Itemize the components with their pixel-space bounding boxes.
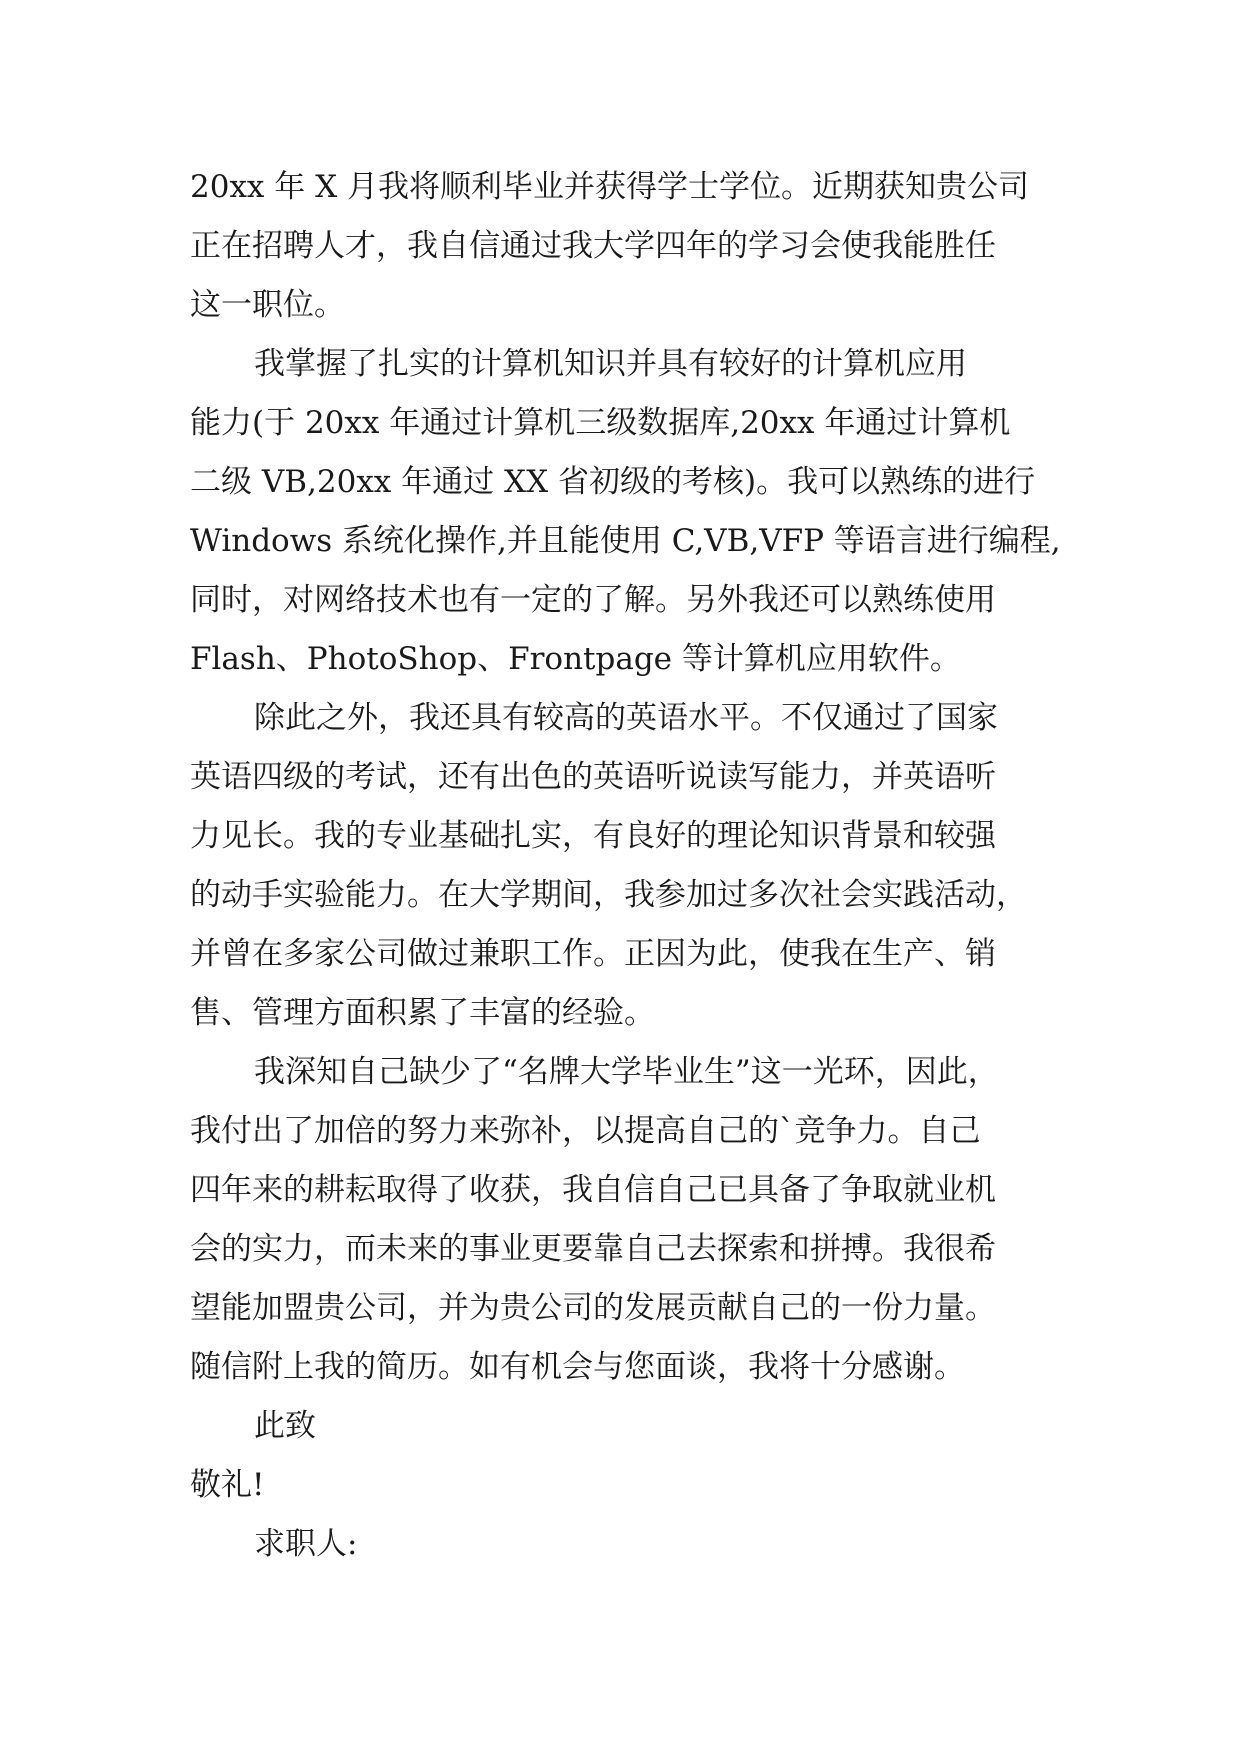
text-line: 并曾在多家公司做过兼职工作。正因为此，使我在生产、销 [190, 936, 996, 972]
paragraph-start-line: 我深知自己缺少了“名牌大学毕业生”这一光环，因此， [254, 1054, 999, 1090]
signature-label: 求职人: [254, 1526, 358, 1562]
cover-letter-body [190, 158, 1070, 1574]
text-line: 四年来的耕耘取得了收获，我自信自己已具备了争取就业机 [190, 1172, 996, 1208]
text-line: 同时，对网络技术也有一定的了解。另外我还可以熟练使用 [190, 582, 996, 618]
text-line: 会的实力，而未来的事业更要靠自己去探索和拼搏。我很希 [190, 1231, 996, 1267]
paragraph-start-line: 除此之外，我还具有较高的英语水平。不仅通过了国家 [254, 700, 998, 736]
text-line: 的动手实验能力。在大学期间，我参加过多次社会实践活动， [190, 877, 1027, 913]
closing-regards: 敬礼! [190, 1467, 265, 1503]
text-line: 二级 VB,20xx 年通过 XX 省初级的考核)。我可以熟练的进行 [190, 464, 1036, 500]
paragraph-start-line: 我掌握了扎实的计算机知识并具有较好的计算机应用 [254, 346, 967, 382]
text-line: Windows 系统化操作,并且能使用 C,VB,VFP 等语言进行编程, [190, 523, 1061, 559]
text-line: 我付出了加倍的努力来弥补，以提高自己的`竞争力。自己 [190, 1113, 981, 1149]
text-line: 正在招聘人才，我自信通过我大学四年的学习会使我能胜任 [190, 228, 996, 264]
text-line: 随信附上我的简历。如有机会与您面谈，我将十分感谢。 [190, 1349, 965, 1385]
text-line: 望能加盟贵公司，并为贵公司的发展贡献自己的一份力量。 [190, 1290, 996, 1326]
text-line: 20xx 年 X 月我将顺利毕业并获得学士学位。近期获知贵公司 [190, 169, 1030, 205]
text-line: Flash、PhotoShop、Frontpage 等计算机应用软件。 [190, 641, 961, 677]
text-line: 英语四级的考试，还有出色的英语听说读写能力，并英语听 [190, 759, 996, 795]
text-line: 力见长。我的专业基础扎实，有良好的理论知识背景和较强 [190, 818, 996, 854]
text-line: 售、管理方面积累了丰富的经验。 [190, 995, 655, 1031]
closing-salutation: 此致 [254, 1408, 316, 1444]
text-line: 这一职位。 [190, 287, 345, 323]
text-line: 能力(于 20xx 年通过计算机三级数据库,20xx 年通过计算机 [190, 405, 1011, 441]
